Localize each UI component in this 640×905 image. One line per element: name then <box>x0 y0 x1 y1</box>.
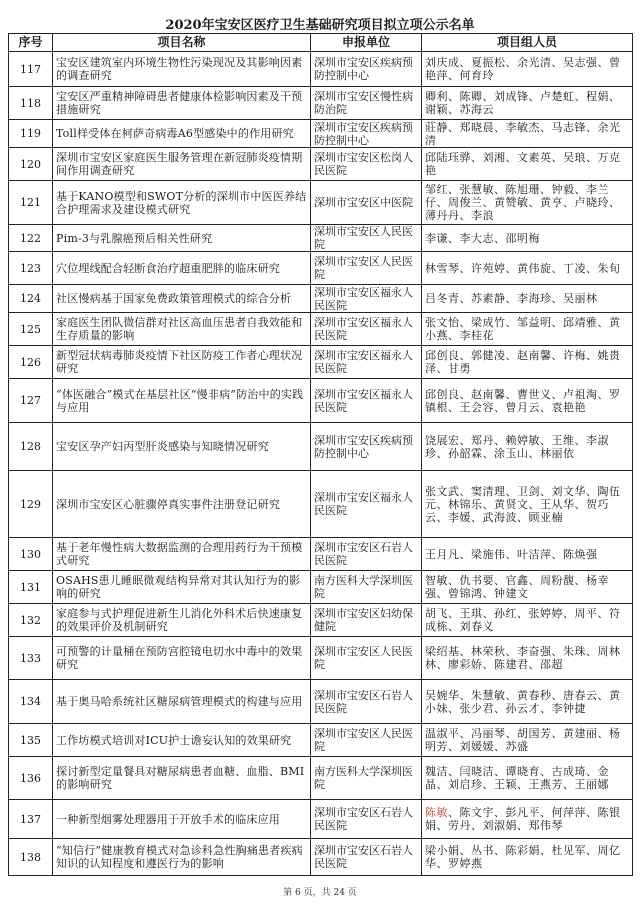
row-number: 118 <box>9 87 53 120</box>
project-name: “体医融合”模式在基层社区“慢非病”防治中的实践与应用 <box>53 379 311 423</box>
row-number: 133 <box>9 637 53 680</box>
row-number: 126 <box>9 346 53 379</box>
project-name: 深圳市宝安区心脏骤停真实事件注册登记研究 <box>53 471 311 538</box>
project-name: Pim-3与乳腺癌预后相关性研究 <box>53 225 311 252</box>
project-name: 宝安区孕产妇丙型肝炎感染与知晓情况研究 <box>53 423 311 471</box>
team-members: 胡飞、王琪、孙红、张婷婷、周平、符成栋、刘春义 <box>422 604 633 637</box>
row-number: 128 <box>9 423 53 471</box>
table-row <box>9 252 633 285</box>
table-row <box>9 120 633 148</box>
applicant-unit: 深圳市宝安区人民医院 <box>311 724 422 757</box>
team-members <box>422 800 633 839</box>
member-list: 、陈文宇、彭凡平、何萍萍、陈银娟、劳丹、刘淑娟、郑伟琴 <box>425 806 621 832</box>
table-row <box>9 87 633 120</box>
team-members: 林雪琴、许苑婷、黄伟旋、丁凌、朱旬 <box>422 252 633 285</box>
table-row <box>9 800 633 839</box>
project-name: OSAHS患儿睡眠微观结构异常对其认知行为的影响的研究 <box>53 571 311 604</box>
applicant-unit: 深圳市宝安区石岩人民医院 <box>311 839 422 876</box>
project-name: Toll样受体在柯萨奇病毒A6型感染中的作用研究 <box>53 120 311 148</box>
team-members: 梁小娟、丛书、陈彩娟、杜见军、周亿华、罗婷燕 <box>422 839 633 876</box>
project-name: 社区慢病基于国家免费政策管理模式的综合分析 <box>53 285 311 313</box>
team-members: 智敏、仇书要、官鑫、周粉馥、杨幸强、曾锦鸿、钟建文 <box>422 571 633 604</box>
applicant-unit: 深圳市宝安区妇幼保健院 <box>311 604 422 637</box>
team-members: 张文武、窦清理、卫剑、刘文华、陶伍元、林锦乐、黄贤文、王从华、贺巧云、李媛、武海波、顾亚楠 <box>422 471 633 538</box>
header-members: 项目组人员 <box>422 34 633 52</box>
table-row <box>9 724 633 757</box>
table-row <box>9 379 633 423</box>
header-no: 序号 <box>9 34 53 52</box>
project-name: 宝安区建筑室内环境生物性污染现况及其影响因素的调查研究 <box>53 52 311 87</box>
table-row <box>9 346 633 379</box>
project-name: 宝安区严重精神障碍患者健康体检影响因素及干预措施研究 <box>53 87 311 120</box>
team-members: 邱创良、赵南馨、曹世义、卢祖淘、罗镇根、王会容、曾月云、袁艳艳 <box>422 379 633 423</box>
team-members: 莊静、郑晓晨、李敏杰、马志锋、余光清 <box>422 120 633 148</box>
row-number: 124 <box>9 285 53 313</box>
applicant-unit: 深圳市宝安区福永人民医院 <box>311 346 422 379</box>
team-members: 李谦、李大志、邵明梅 <box>422 225 633 252</box>
applicant-unit: 深圳市宝安区慢性病防治院 <box>311 87 422 120</box>
project-name: 工作坊模式培训对ICU护士谵妄认知的效果研究 <box>53 724 311 757</box>
applicant-unit: 深圳市宝安区松岗人民医院 <box>311 148 422 181</box>
applicant-unit: 深圳市宝安区人民医院 <box>311 225 422 252</box>
applicant-unit: 深圳市宝安区福永人民医院 <box>311 471 422 538</box>
team-members: 卿利、陈卿、刘成锋、卢楚虹、程娟、谢颖、苏海云 <box>422 87 633 120</box>
applicant-unit: 深圳市宝安区人民医院 <box>311 637 422 680</box>
team-members: 邹红、张慧敏、陈旭珊、钟毅、李兰仔、周俊兰、黄赞敏、黄亨、卢晓玲、薄丹丹、李浪 <box>422 181 633 225</box>
row-number: 122 <box>9 225 53 252</box>
project-table <box>8 33 633 876</box>
row-number: 132 <box>9 604 53 637</box>
table-row <box>9 225 633 252</box>
highlighted-member: 陈敏 <box>425 806 448 819</box>
project-name: 可预警的计量桶在预防宫腔镜电切水中毒中的效果研究 <box>53 637 311 680</box>
row-number: 119 <box>9 120 53 148</box>
row-number: 129 <box>9 471 53 538</box>
row-number: 123 <box>9 252 53 285</box>
applicant-unit: 深圳市宝安区福永人民医院 <box>311 313 422 346</box>
project-name: 探讨新型定量餐具对糖尿病患者血糖、血脂、BMI的影响研究 <box>53 757 311 800</box>
row-number: 137 <box>9 800 53 839</box>
row-number: 121 <box>9 181 53 225</box>
table-row <box>9 757 633 800</box>
applicant-unit: 深圳市宝安区人民医院 <box>311 252 422 285</box>
applicant-unit: 深圳市宝安区福永人民医院 <box>311 379 422 423</box>
project-name: 基于奥马哈系统社区糖尿病管理模式的构建与应用 <box>53 680 311 724</box>
table-row <box>9 181 633 225</box>
project-name: “知信行”健康教育模式对急诊科急性胸痛患者疾病知识的认知程度和遵医行为的影响 <box>53 839 311 876</box>
table-row <box>9 604 633 637</box>
row-number: 138 <box>9 839 53 876</box>
applicant-unit: 深圳市宝安区疾病预防控制中心 <box>311 120 422 148</box>
team-members: 吴婉华、朱慧敏、黄春秒、唐春云、黄小妹、张少君、孙云才、李钟捷 <box>422 680 633 724</box>
project-name: 穴位埋线配合轻断食治疗超重肥胖的临床研究 <box>53 252 311 285</box>
header-unit: 申报单位 <box>311 34 422 52</box>
applicant-unit: 深圳市宝安区疾病预防控制中心 <box>311 52 422 87</box>
table-row <box>9 285 633 313</box>
applicant-unit: 深圳市宝安区疾病预防控制中心 <box>311 423 422 471</box>
team-members: 邱创良、郭健凌、赵南馨、许梅、姚贵泽、甘勇 <box>422 346 633 379</box>
table-row <box>9 313 633 346</box>
page-footer: 第 6 页，共 24 页 <box>283 888 357 898</box>
row-number: 136 <box>9 757 53 800</box>
team-members: 梁绍基、林荣秋、李奋强、朱珠、周林林、廖彩娇、陈建君、邵超 <box>422 637 633 680</box>
row-number: 120 <box>9 148 53 181</box>
team-members: 饶展宏、郑丹、赖婷敏、王维、李淑珍、孙韶霖、涂玉山、林丽依 <box>422 423 633 471</box>
team-members: 王月凡、梁施伟、叶洁萍、陈焕强 <box>422 538 633 571</box>
team-members: 吕冬青、苏素静、李海珍、吴丽林 <box>422 285 633 313</box>
header-name: 项目名称 <box>53 34 311 52</box>
team-members: 刘庆成、夏振松、余光清、吴志强、曾艳萍、何育玲 <box>422 52 633 87</box>
row-number: 125 <box>9 313 53 346</box>
applicant-unit: 深圳市宝安区石岩人民医院 <box>311 800 422 839</box>
table-row <box>9 148 633 181</box>
project-name: 基于KANO模型和SWOT分析的深圳市中医医养结合护理需求及建设模式研究 <box>53 181 311 225</box>
applicant-unit: 南方医科大学深圳医院 <box>311 571 422 604</box>
row-number: 127 <box>9 379 53 423</box>
applicant-unit: 深圳市宝安区中医院 <box>311 181 422 225</box>
row-number: 131 <box>9 571 53 604</box>
project-name: 家庭医生团队微信群对社区高血压患者自我效能和生存质量的影响 <box>53 313 311 346</box>
applicant-unit: 深圳市宝安区福永人民医院 <box>311 285 422 313</box>
table-row <box>9 571 633 604</box>
table-row <box>9 538 633 571</box>
row-number: 135 <box>9 724 53 757</box>
table-row <box>9 680 633 724</box>
team-members: 魏洁、闫晓洁、谭晓育、古成琦、金晶、刘启珍、王颖、王燕芳、王丽娜 <box>422 757 633 800</box>
row-number: 130 <box>9 538 53 571</box>
table-row <box>9 423 633 471</box>
row-number: 134 <box>9 680 53 724</box>
header-row <box>9 34 633 52</box>
table-row <box>9 52 633 87</box>
page-title: 2020年宝安区医疗卫生基础研究项目拟立项公示名单 <box>165 18 475 33</box>
project-name: 新型冠状病毒肺炎疫情下社区防疫工作者心理状况研究 <box>53 346 311 379</box>
table-row <box>9 471 633 538</box>
project-name: 一种新型烟雾处理器用于开放手术的临床应用 <box>53 800 311 839</box>
team-members: 邱陆珏骅、刘湘、文素英、吴琅、万克艳 <box>422 148 633 181</box>
applicant-unit: 南方医科大学深圳医院 <box>311 757 422 800</box>
table-row <box>9 637 633 680</box>
project-name: 基于老年慢性病大数据监测的合理用药行为干预模式研究 <box>53 538 311 571</box>
table-row <box>9 839 633 876</box>
team-members: 张文怡、梁成竹、邹益明、邱靖雅、黄小燕、李桂花 <box>422 313 633 346</box>
applicant-unit: 深圳市宝安区石岩人民医院 <box>311 680 422 724</box>
applicant-unit: 深圳市宝安区石岩人民医院 <box>311 538 422 571</box>
project-name: 深圳市宝安区家庭医生服务管理在新冠肺炎疫情期间作用调查研究 <box>53 148 311 181</box>
project-name: 家庭参与式护理促进新生儿消化外科术后快速康复的效果评价及机制研究 <box>53 604 311 637</box>
team-members: 温淑平、冯丽琴、胡国芳、黄建丽、杨明芳、刘媛媛、苏盛 <box>422 724 633 757</box>
row-number: 117 <box>9 52 53 87</box>
